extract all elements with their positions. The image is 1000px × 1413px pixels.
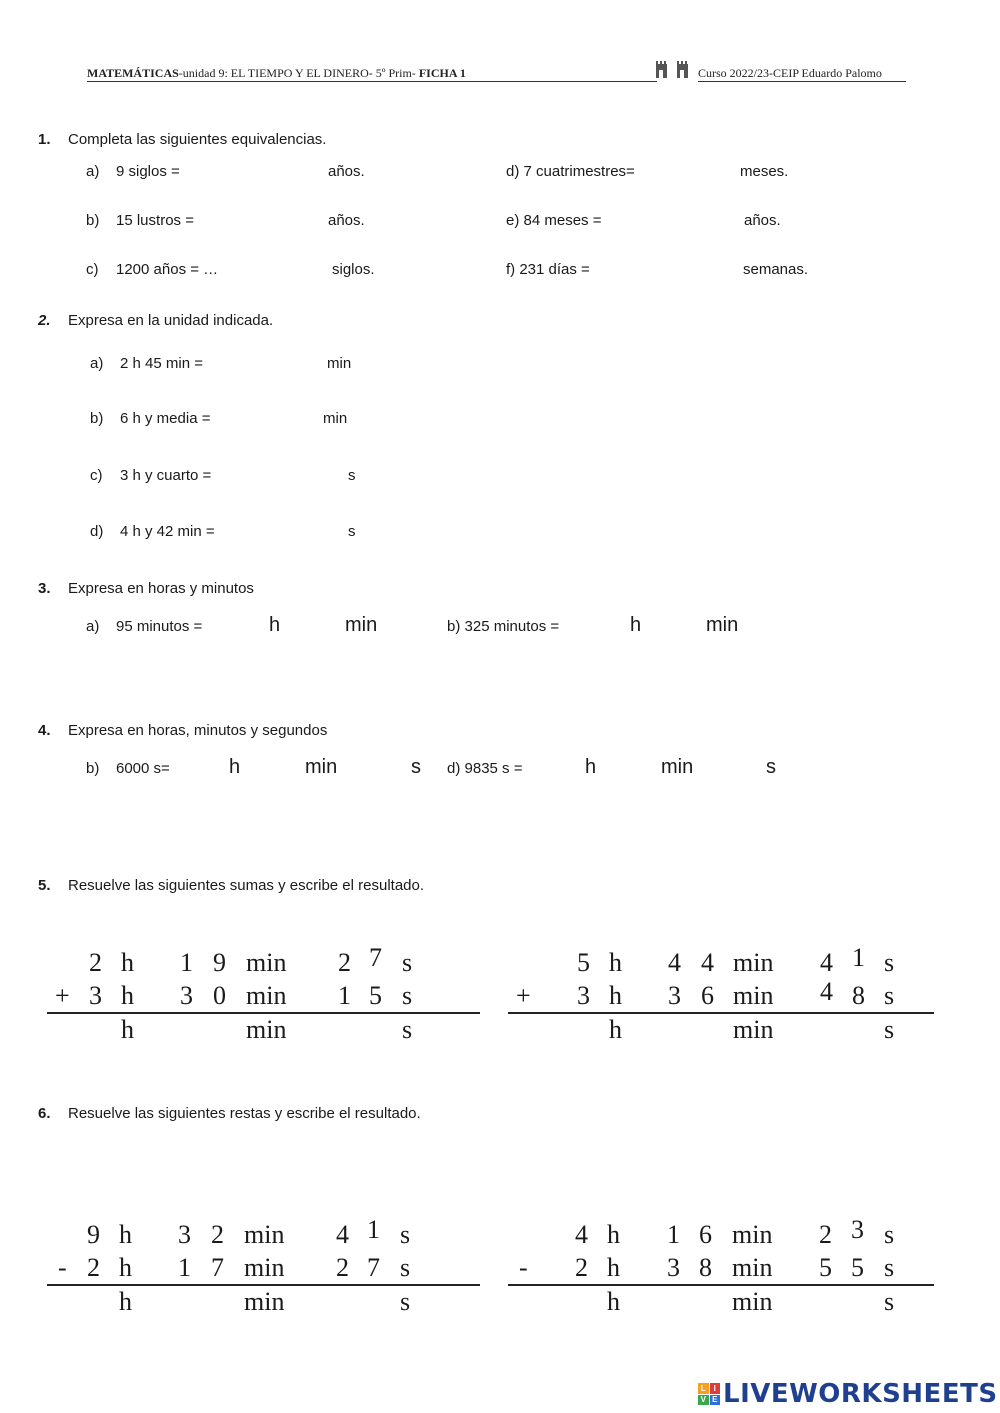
q6-number: 6. bbox=[38, 1105, 51, 1122]
digit: 5 bbox=[577, 948, 590, 977]
unit-s: s bbox=[884, 948, 895, 977]
result-unit-s: s bbox=[400, 1287, 411, 1316]
q2-a-unit: min bbox=[327, 355, 352, 372]
unit-s: s bbox=[884, 981, 895, 1010]
q5-number: 5. bbox=[38, 877, 51, 894]
q2-a-text: 2 h 45 min = bbox=[120, 355, 203, 372]
digit: 4 bbox=[575, 1220, 588, 1249]
q1-number: 1. bbox=[38, 131, 51, 148]
header-title: MATEMÁTICAS-unidad 9: EL TIEMPO Y EL DINERO- 5º Prim- FICHA 1 bbox=[87, 66, 466, 80]
digit: 7 bbox=[369, 943, 382, 972]
unit-min: min bbox=[732, 1220, 773, 1249]
q1-title: Completa las siguientes equivalencias. bbox=[68, 131, 327, 148]
unit-h: h bbox=[607, 1220, 620, 1249]
result-unit-s: s bbox=[884, 1287, 895, 1316]
q2-a-label: a) bbox=[90, 355, 104, 372]
q1-c-text: 1200 años = … bbox=[116, 261, 219, 278]
digit: 1 bbox=[180, 948, 193, 977]
mark-letter: I bbox=[710, 1383, 721, 1394]
q3-b-h: h bbox=[630, 614, 642, 636]
digit: 8 bbox=[699, 1253, 712, 1282]
q1-d-unit: meses. bbox=[740, 163, 789, 180]
q2-c-text: 3 h y cuarto = bbox=[120, 467, 212, 484]
q6-title: Resuelve las siguientes restas y escribe el resultado. bbox=[68, 1105, 421, 1122]
q2-b-text: 6 h y media = bbox=[120, 410, 211, 427]
q4-number: 4. bbox=[38, 722, 51, 739]
digit: 7 bbox=[367, 1253, 380, 1282]
unit-h: h bbox=[121, 948, 134, 977]
header-course-underline bbox=[698, 81, 906, 82]
digit: 5 bbox=[851, 1253, 864, 1282]
unit-min: min bbox=[246, 948, 287, 977]
q1-b-text: 15 lustros = bbox=[116, 212, 194, 229]
header-course: Curso 2022/23-CEIP Eduardo Palomo bbox=[698, 66, 882, 80]
q3-title: Expresa en horas y minutos bbox=[68, 580, 254, 597]
q4-b-min: min bbox=[661, 756, 694, 778]
q3-b-min: min bbox=[706, 614, 739, 636]
digit: 2 bbox=[211, 1220, 224, 1249]
unit-h: h bbox=[607, 1253, 620, 1282]
q2-d-unit: s bbox=[348, 523, 356, 540]
unit-min: min bbox=[246, 981, 287, 1010]
subtraction-line bbox=[508, 1284, 934, 1286]
digit: 8 bbox=[852, 981, 865, 1010]
q4-a-s: s bbox=[411, 756, 421, 778]
digit: 1 bbox=[852, 943, 865, 972]
digit: 1 bbox=[667, 1220, 680, 1249]
q1-d-text: d) 7 cuatrimestres= bbox=[506, 163, 635, 180]
digit: 3 bbox=[851, 1215, 864, 1244]
plus-sign: + bbox=[516, 981, 531, 1010]
q1-e-unit: años. bbox=[744, 212, 781, 229]
result-unit-min: min bbox=[732, 1287, 773, 1316]
digit: 2 bbox=[336, 1253, 349, 1282]
q4-a-text: 6000 s= bbox=[116, 760, 170, 777]
q2-d-text: 4 h y 42 min = bbox=[120, 523, 215, 540]
digit: 0 bbox=[213, 981, 226, 1010]
digit: 6 bbox=[699, 1220, 712, 1249]
unit-min: min bbox=[732, 1253, 773, 1282]
liveworksheets-logo[interactable] bbox=[698, 1378, 998, 1410]
mark-letter: E bbox=[710, 1395, 721, 1406]
result-unit-h: h bbox=[119, 1287, 132, 1316]
q1-b-label: b) bbox=[86, 212, 100, 229]
q2-b-unit: min bbox=[323, 410, 348, 427]
result-unit-s: s bbox=[402, 1015, 413, 1044]
q2-d-label: d) bbox=[90, 523, 104, 540]
q3-a-h: h bbox=[269, 614, 281, 636]
q3-a-label: a) bbox=[86, 618, 100, 635]
unit-s: s bbox=[400, 1220, 411, 1249]
minus-sign: - bbox=[519, 1253, 528, 1282]
digit: 2 bbox=[338, 948, 351, 977]
digit: 2 bbox=[89, 948, 102, 977]
q2-number: 2. bbox=[38, 312, 51, 329]
q4-b-s: s bbox=[766, 756, 776, 778]
mark-letter: V bbox=[698, 1395, 709, 1406]
digit: 3 bbox=[180, 981, 193, 1010]
digit: 9 bbox=[213, 948, 226, 977]
digit: 4 bbox=[820, 977, 833, 1006]
result-unit-min: min bbox=[733, 1015, 774, 1044]
digit: 6 bbox=[701, 981, 714, 1010]
digit: 3 bbox=[667, 1253, 680, 1282]
q5-title: Resuelve las siguientes sumas y escribe el resultado. bbox=[68, 877, 425, 894]
minus-sign: - bbox=[58, 1253, 67, 1282]
q1-a-unit: años. bbox=[328, 163, 365, 180]
q2-c-label: c) bbox=[90, 467, 103, 484]
digit: 7 bbox=[211, 1253, 224, 1282]
unit-s: s bbox=[884, 1220, 895, 1249]
unit-h: h bbox=[119, 1220, 132, 1249]
sum-line bbox=[47, 1012, 480, 1014]
unit-s: s bbox=[402, 948, 413, 977]
digit: 4 bbox=[820, 948, 833, 977]
digit: 2 bbox=[575, 1253, 588, 1282]
unit-min: min bbox=[733, 981, 774, 1010]
unit-min: min bbox=[733, 948, 774, 977]
sum-line bbox=[508, 1012, 934, 1014]
q3-a-text: 95 minutos = bbox=[116, 618, 203, 635]
school-logo-icon bbox=[655, 58, 691, 80]
q3-b-text: b) 325 minutos = bbox=[447, 618, 560, 635]
digit: 9 bbox=[87, 1220, 100, 1249]
q4-b-text: d) 9835 s = bbox=[447, 760, 523, 777]
unit-h: h bbox=[119, 1253, 132, 1282]
q3-a-min: min bbox=[345, 614, 378, 636]
q1-c-unit: siglos. bbox=[332, 261, 375, 278]
q1-f-text: f) 231 días = bbox=[506, 261, 590, 278]
digit: 2 bbox=[87, 1253, 100, 1282]
result-unit-h: h bbox=[607, 1287, 620, 1316]
header-underline bbox=[87, 81, 657, 82]
digit: 5 bbox=[369, 981, 382, 1010]
digit: 4 bbox=[701, 948, 714, 977]
q4-a-min: min bbox=[305, 756, 338, 778]
digit: 1 bbox=[338, 981, 351, 1010]
unit-h: h bbox=[121, 981, 134, 1010]
result-unit-min: min bbox=[246, 1015, 287, 1044]
digit: 1 bbox=[178, 1253, 191, 1282]
result-unit-s: s bbox=[884, 1015, 895, 1044]
result-unit-h: h bbox=[121, 1015, 134, 1044]
digit: 3 bbox=[89, 981, 102, 1010]
unit-h: h bbox=[609, 981, 622, 1010]
q2-title: Expresa en la unidad indicada. bbox=[68, 312, 274, 329]
liveworksheets-brand: LIVEWORKSHEETS bbox=[723, 1379, 998, 1409]
digit: 4 bbox=[668, 948, 681, 977]
digit: 1 bbox=[367, 1215, 380, 1244]
q1-e-text: e) 84 meses = bbox=[506, 212, 602, 229]
result-unit-h: h bbox=[609, 1015, 622, 1044]
digit: 5 bbox=[819, 1253, 832, 1282]
unit-s: s bbox=[400, 1253, 411, 1282]
mark-letter: L bbox=[698, 1383, 709, 1394]
q1-f-unit: semanas. bbox=[743, 261, 809, 278]
q2-b-label: b) bbox=[90, 410, 104, 427]
q4-a-label: b) bbox=[86, 760, 100, 777]
digit: 3 bbox=[178, 1220, 191, 1249]
q1-a-text: 9 siglos = bbox=[116, 163, 180, 180]
unit-min: min bbox=[244, 1220, 285, 1249]
q3-number: 3. bbox=[38, 580, 51, 597]
q4-b-h: h bbox=[585, 756, 597, 778]
q1-a-label: a) bbox=[86, 163, 100, 180]
liveworksheets-mark-icon bbox=[698, 1383, 720, 1405]
unit-min: min bbox=[244, 1253, 285, 1282]
q4-title: Expresa en horas, minutos y segundos bbox=[68, 722, 328, 739]
unit-h: h bbox=[609, 948, 622, 977]
digit: 4 bbox=[336, 1220, 349, 1249]
digit: 3 bbox=[668, 981, 681, 1010]
q4-a-h: h bbox=[229, 756, 241, 778]
q1-b-unit: años. bbox=[328, 212, 365, 229]
q1-c-label: c) bbox=[86, 261, 99, 278]
unit-s: s bbox=[402, 981, 413, 1010]
unit-s: s bbox=[884, 1253, 895, 1282]
q2-c-unit: s bbox=[348, 467, 356, 484]
plus-sign: + bbox=[55, 981, 70, 1010]
subtraction-line bbox=[47, 1284, 480, 1286]
digit: 2 bbox=[819, 1220, 832, 1249]
result-unit-min: min bbox=[244, 1287, 285, 1316]
digit: 3 bbox=[577, 981, 590, 1010]
